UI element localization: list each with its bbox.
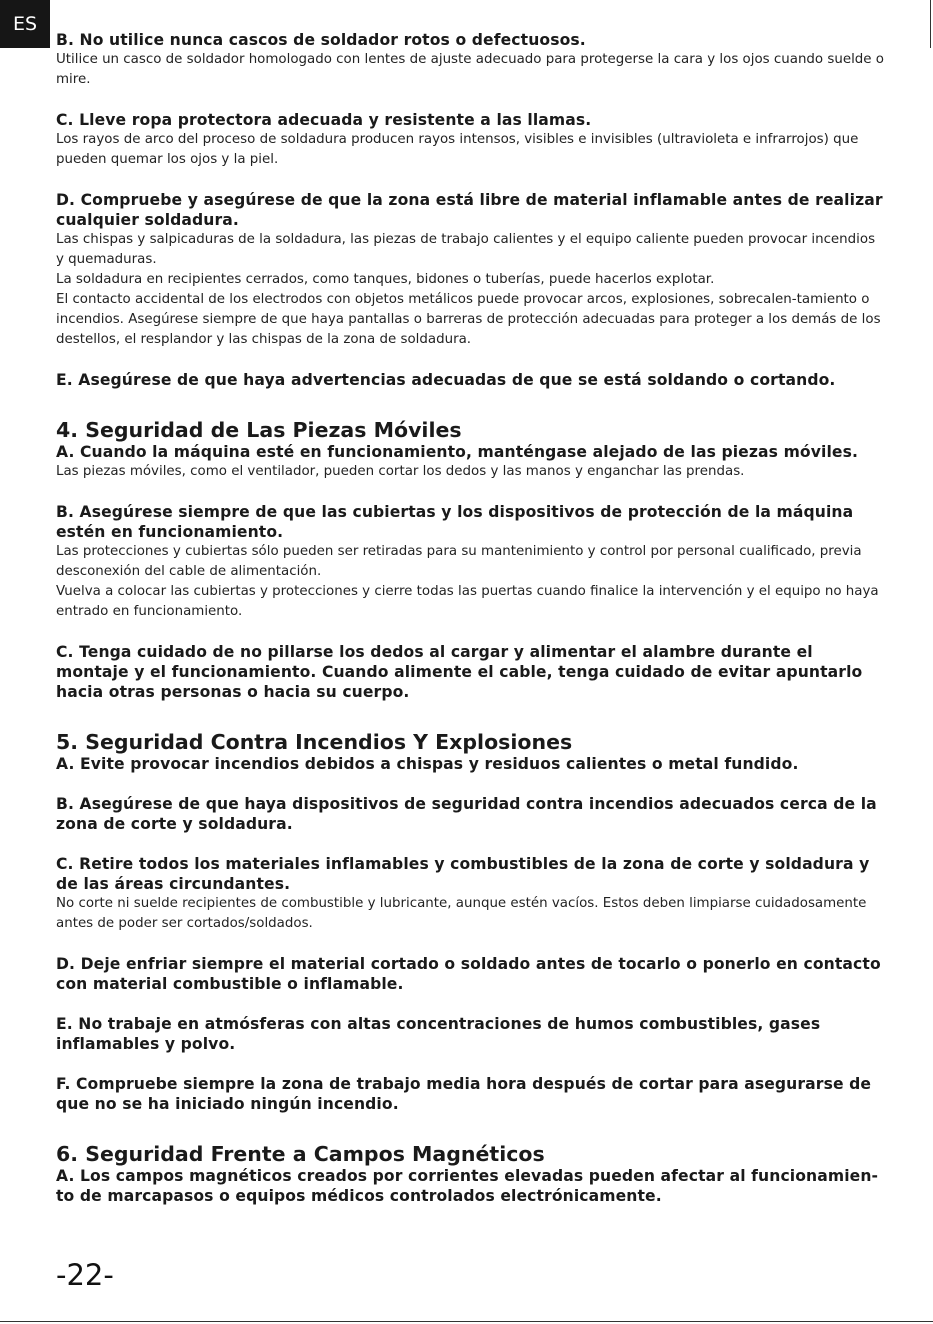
item-paragraph: Vuelva a colocar las cubiertas y protecciones y cierre todas las puertas cuando finalice la intervención y el equipo no haya entrado en funcionamiento. [56,584,879,619]
item-heading: B. No utilice nunca cascos de soldador rotos o defectuosos. [56,31,586,49]
item-heading: F. Compruebe siempre la zona de trabajo media hora después de cortar para asegurarse de que no se ha iniciado ningún incendio. [56,1075,872,1113]
item-heading: C. Tenga cuidado de no pillarse los dedos al cargar y alimentar el alambre durante el montaje y el funcionamiento. Cuando alimente el cable, tenga cuidado de evitar apuntarlo hacia otras personas o hacia su cuerpo. [56,643,863,701]
item-paragraph: Los rayos de arco del proceso de soldadura producen rayos intensos, visibles e invisibles (ultravioleta e infrarrojos) que pueden quemar los ojos y la piel. [56,132,859,167]
section-fire-explosion [56,730,886,1114]
safety-item [56,754,886,774]
section-title: 5. Seguridad Contra Incendios Y Explosiones [56,730,573,754]
safety-item [56,502,886,622]
item-heading: E. No trabaje en atmósferas con altas concentraciones de humos combustibles, gases inflamables y polvo. [56,1015,821,1053]
item-paragraph: Utilice un casco de soldador homologado con lentes de ajuste adecuado para protegerse la cara y los ojos cuando suelde o mire. [56,52,884,87]
page-bottom-line [0,1321,933,1322]
item-paragraph: El contacto accidental de los electrodos con objetos metálicos puede provocar arcos, explosiones, sobrecalen-tamiento o incendios. Asegúrese siempre de que haya pantallas o barreras de protección adecuadas para proteger a los demás de los destellos, el resplandor y las chispas de la zona de soldadura. [56,292,881,347]
item-paragraph: La soldadura en recipientes cerrados, como tanques, bidones o tuberías, puede hacerlos explotar. [56,272,715,287]
item-heading: B. Asegúrese siempre de que las cubiertas y los dispositivos de protección de la máquina estén en funcionamiento. [56,503,854,541]
page-number: -22- [56,1258,114,1292]
item-heading: D. Compruebe y asegúrese de que la zona está libre de material inflamable antes de realizar cualquier soldadura. [56,191,883,229]
section-title: 4. Seguridad de Las Piezas Móviles [56,418,462,442]
safety-item [56,1074,886,1114]
safety-item [56,30,886,90]
item-heading: D. Deje enfriar siempre el material cortado o soldado antes de tocarlo o ponerlo en contacto con material combustible o inflamable. [56,955,881,993]
safety-item [56,370,886,390]
page-content [56,30,886,1234]
safety-item [56,854,886,934]
item-heading: B. Asegúrese de que haya dispositivos de seguridad contra incendios adecuados cerca de la zona de corte y soldadura. [56,795,877,833]
item-heading: C. Retire todos los materiales inflamables y combustibles de la zona de corte y soldadura y de las áreas circundantes. [56,855,870,893]
page-edge-line [930,0,931,48]
item-paragraph: Las piezas móviles, como el ventilador, pueden cortar los dedos y las manos y enganchar las prendas. [56,464,745,479]
item-heading: A. Los campos magnéticos creados por corrientes elevadas pueden afectar al funcionamien-to de marcapasos o equipos médicos controlados electrónicamente. [56,1167,879,1205]
safety-item [56,1166,886,1206]
item-heading: E. Asegúrese de que haya advertencias adecuadas de que se está soldando o cortando. [56,371,836,389]
safety-item [56,190,886,350]
safety-item [56,110,886,170]
safety-item [56,794,886,834]
section-title: 6. Seguridad Frente a Campos Magnéticos [56,1142,545,1166]
safety-item [56,442,886,482]
item-paragraph: Las protecciones y cubiertas sólo pueden ser retiradas para su mantenimiento y control por personal cualificado, previa desconexión del cable de alimentación. [56,544,862,579]
item-heading: A. Cuando la máquina esté en funcionamiento, manténgase alejado de las piezas móviles. [56,443,858,461]
language-tab: ES [0,0,50,48]
section-magnetic-fields [56,1142,886,1206]
safety-item [56,642,886,702]
item-paragraph: No corte ni suelde recipientes de combustible y lubricante, aunque estén vacíos. Estos deben limpiarse cuidadosamente antes de poder ser cortados/soldados. [56,896,867,931]
section-moving-parts [56,418,886,702]
item-heading: C. Lleve ropa protectora adecuada y resistente a las llamas. [56,111,592,129]
item-heading: A. Evite provocar incendios debidos a chispas y residuos calientes o metal fundido. [56,755,799,773]
safety-item [56,1014,886,1054]
item-paragraph: Las chispas y salpicaduras de la soldadura, las piezas de trabajo calientes y el equipo caliente pueden provocar incendios y quemaduras. [56,232,876,267]
safety-item [56,954,886,994]
